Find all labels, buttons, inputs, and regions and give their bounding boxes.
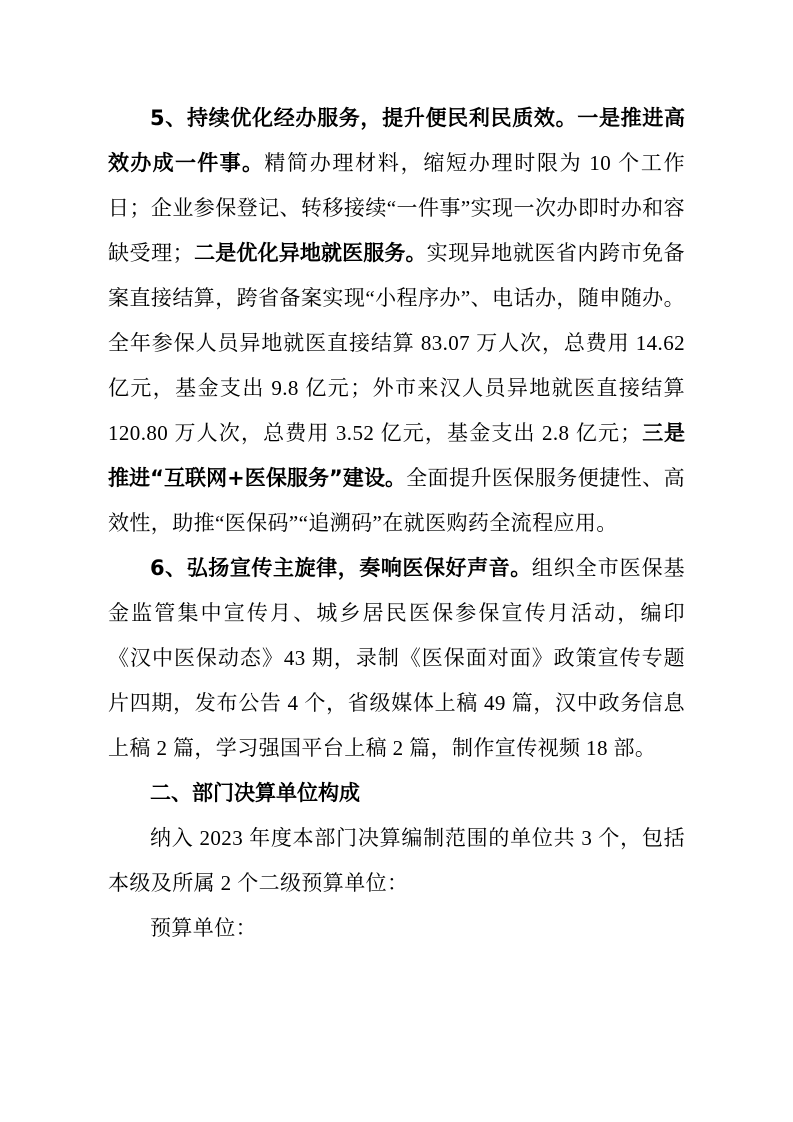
run-bold: 5、持续优化经办服务，提升便民利民质效。一是推进高效办成一件事。 [108,106,685,175]
run-normal: 实现异地就医省内跨市免备案直接结算，跨省备案实现“小程序办”、电话办，随申随办。全年参保人员异地就医直接结算 83.07 万人次，总费用 14.62 亿元，基金支出 9.8 亿元；外市来汉人员异地就医直接结算 120.80 万人次，总费用 3.52 亿元，基金支出 2.8 亿元； [108,241,685,445]
paragraph-item-5 [108,96,685,546]
run-normal: 全面提升医保服务便捷性、高效性，助推“医保码”“追溯码”在就医购药全流程应用。 [108,466,686,535]
document-body [108,96,685,951]
run-normal: 精简办理材料，缩短办理时限为 10 个工作日；企业参保登记、转移接续“一件事”实现一次办即时办和容缺受理； [108,151,685,265]
run-bold: 二是优化异地就医服务。 [194,241,427,265]
paragraph-scope: 纳入 2023 年度本部门决算编制范围的单位共 3 个，包括本级及所属 2 个二级预算单位： [108,826,685,895]
run-normal: 组织全市医保基金监管集中宣传月、城乡居民医保参保宣传月活动，编印《汉中医保动态》43 期，录制《医保面对面》政策宣传专题片四期，发布公告 4 个，省级媒体上稿 49 篇，汉中政务信息上稿 2 篇，学习强国平台上稿 2 篇，制作宣传视频 18 部。 [108,556,685,760]
section-heading: 二、部门决算单位构成 [150,781,360,805]
run-bold: 三是推进“互联网+医保服务”建设。 [108,421,686,490]
paragraph-item-6 [108,546,685,771]
run-bold: 6、弘扬宣传主旋律，奏响医保好声音。 [150,556,532,580]
paragraph-budget-units: 预算单位： [150,916,257,940]
